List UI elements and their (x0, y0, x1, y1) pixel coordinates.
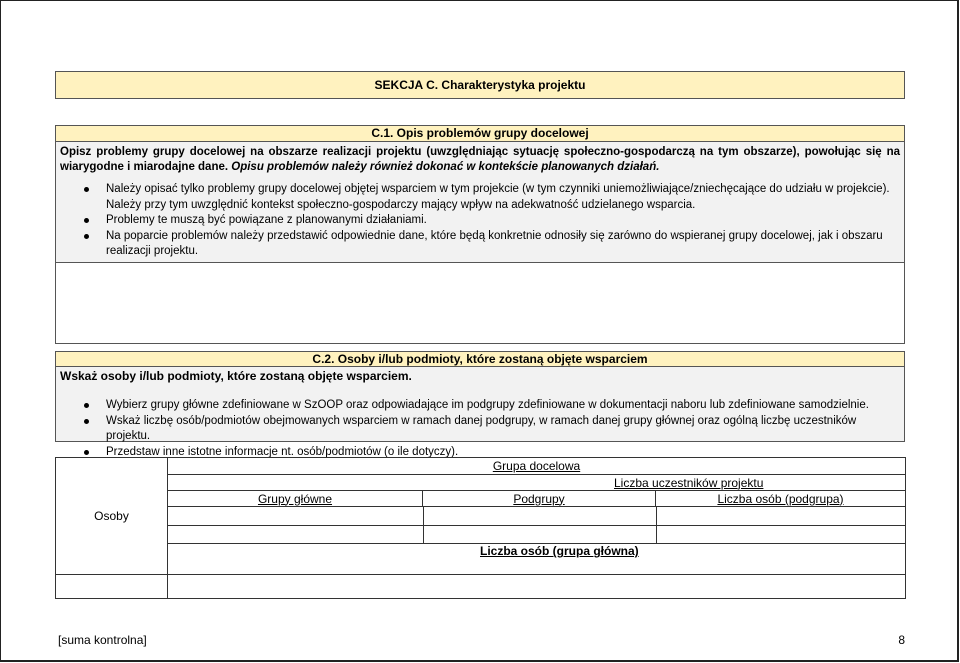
section-title: SEKCJA C. Charakterystyka projektu (55, 71, 905, 99)
c2-instructions (55, 366, 905, 458)
c2-bullet-list (60, 398, 900, 460)
liczba-osob-podgrupa-label: Liczba osób (podgrupa) (717, 491, 844, 506)
summary-row[interactable] (168, 575, 906, 599)
list-item: Wybierz grupy główne zdefiniowane w SzOOP oraz odpowiadające im podgrupy zdefiniowane w dokumentacji naboru lub zdefiniowane samodzielnie. (106, 398, 900, 414)
grupa-docelowa-header (168, 458, 906, 475)
grupa-docelowa-label: Grupa docelowa (492, 459, 581, 473)
target-group-table (55, 457, 906, 599)
data-subtable (168, 507, 906, 559)
osoby-label: Osoby (94, 509, 129, 523)
liczba-osob-glowna-label: Liczba osób (grupa główna) (480, 544, 639, 559)
grupa-glowna-input[interactable] (168, 525, 423, 543)
podgrupa-input[interactable] (423, 525, 656, 543)
data-area (168, 507, 906, 575)
list-item: Przedstaw inne istotne informacje nt. osób/podmiotów (o ile dotyczy). (106, 445, 900, 461)
list-item: Problemy te muszą być powiązane z planowanymi działaniami. (106, 213, 900, 229)
page-number: 8 (898, 633, 905, 647)
liczba-osob-podgrupa-header (656, 491, 906, 507)
c1-title: C.1. Opis problemów grupy docelowej (55, 125, 905, 142)
c1-instructions (55, 141, 905, 263)
c2-title-text: C.2. Osoby i/lub podmioty, które zostaną objęte wsparciem (312, 352, 648, 366)
grupy-glowne-header (168, 491, 423, 507)
c1-intro-text: Opisz problemy grupy docelowej na obszarze realizacji projektu (uwzględniając sytuację społeczno-gospodarczą na tym obszarze), powołując się na wiarygodne i miarodajne dane. (60, 146, 900, 173)
liczba-uczestnikow-header (168, 475, 906, 491)
c2-lead: Wskaż osoby i/lub podmioty, które zostaną objęte wsparciem. (60, 369, 412, 383)
osoby-extra-cell (56, 575, 168, 599)
liczba-uczestnikow-label: Liczba uczestników projektu (614, 475, 764, 490)
liczba-podgrupa-input[interactable] (656, 507, 906, 525)
liczba-osob-glowna-cell (168, 543, 906, 559)
c1-answer-field[interactable] (55, 262, 905, 344)
c2-title (55, 351, 905, 367)
grupy-glowne-label: Grupy główne (257, 491, 333, 506)
c1-bullet-list (60, 182, 900, 260)
checksum-label: [suma kontrolna] (58, 633, 147, 647)
liczba-podgrupa-input[interactable] (656, 525, 906, 543)
list-item: Na poparcie problemów należy przedstawić odpowiednie dane, które będą konkretnie odnosiły się zarówno do wspieranej grupy docelowej, jak i obszaru realizacji projektu. (106, 229, 900, 260)
c1-intro (60, 145, 900, 175)
grupa-glowna-input[interactable] (168, 507, 423, 525)
podgrupy-header (423, 491, 656, 507)
list-item: Należy opisać tylko problemy grupy docelowej objętej wsparciem w tym projekcie (w tym czynniki uniemożliwiające/zniechęcające do udziału w projekcie). Należy przy tym uwzględnić kontekst społeczno-gospodarczy mający wpływ na adekwatność udzielanego wsparcia. (106, 182, 900, 213)
osoby-cell (56, 458, 168, 575)
podgrupy-label: Podgrupy (513, 491, 565, 506)
list-item: Wskaż liczbę osób/podmiotów obejmowanych wsparciem w ramach danej podgrupy, w ramach danej grupy głównej oraz ogólną liczbę uczestników projektu. (106, 414, 900, 445)
podgrupa-input[interactable] (423, 507, 656, 525)
c1-intro-italic: Opisu problemów należy również dokonać w kontekście planowanych działań. (231, 161, 660, 173)
